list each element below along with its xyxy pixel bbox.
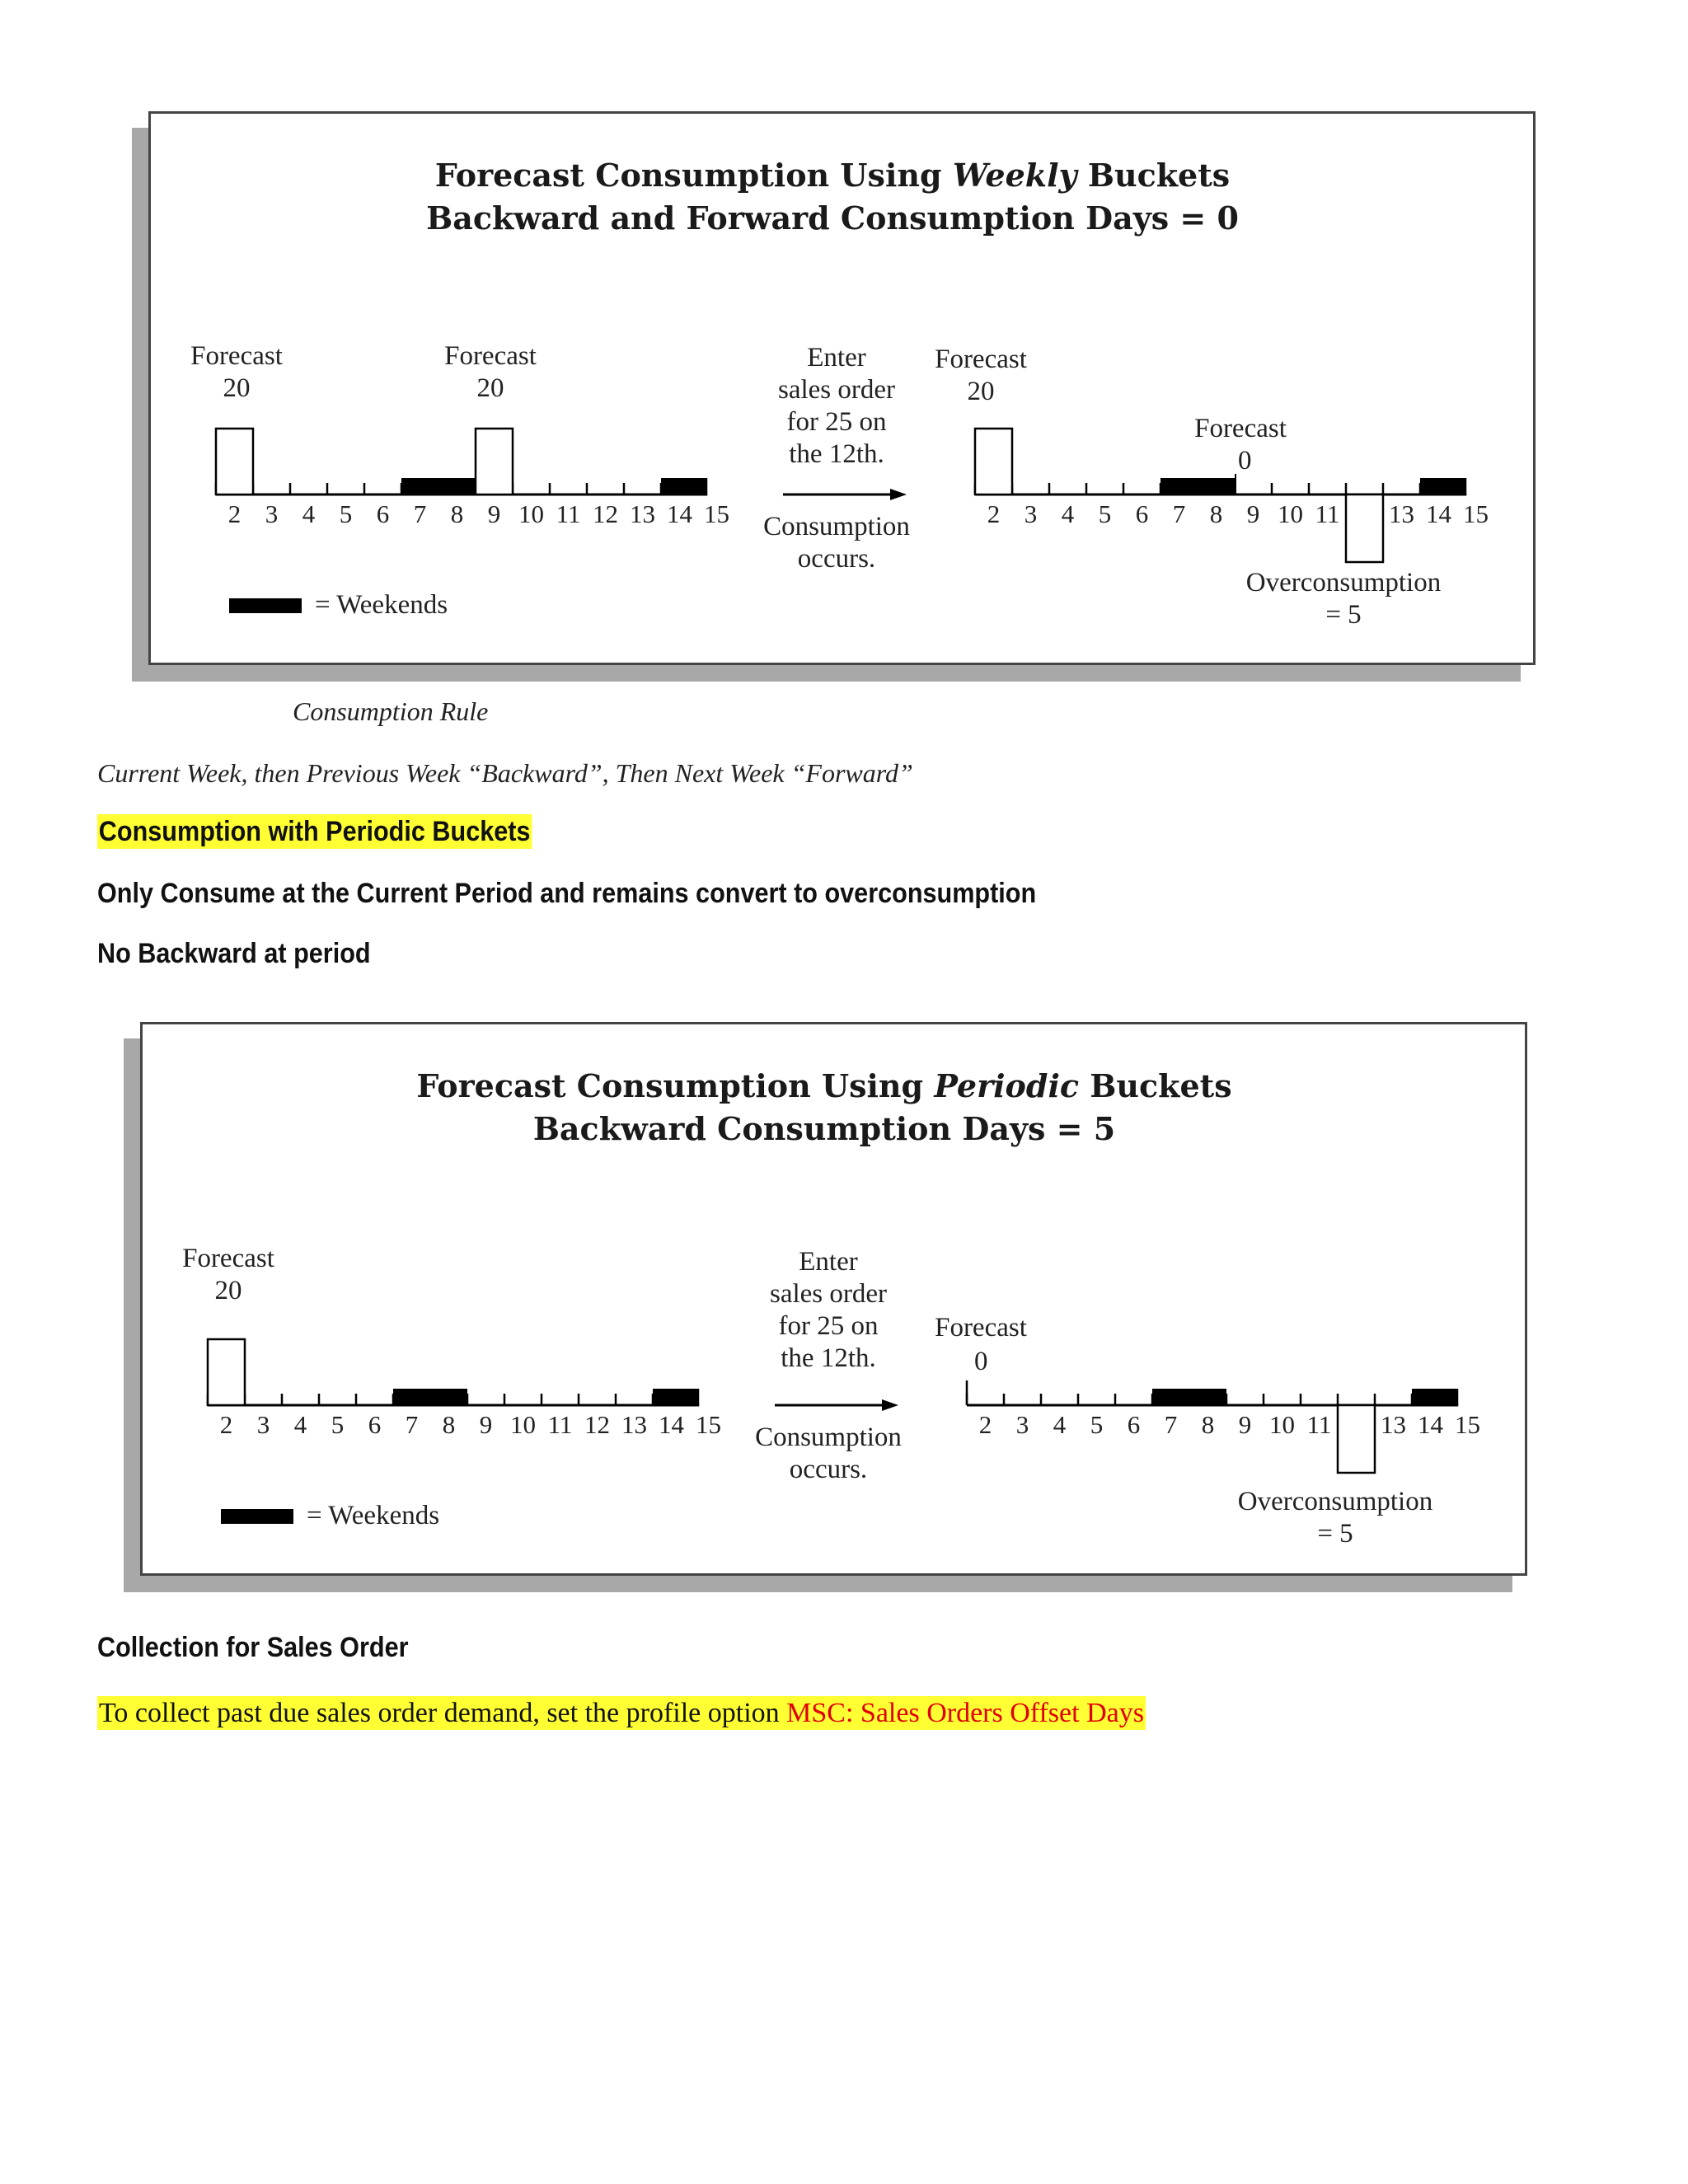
section-heading-periodic: Consumption with Periodic Buckets <box>98 816 531 847</box>
day-label: 3 <box>256 1410 270 1439</box>
day-label: 15 <box>696 1410 721 1439</box>
day-label: 4 <box>1061 499 1075 528</box>
weekend-bar <box>661 478 707 494</box>
day-label: 5 <box>1090 1410 1104 1439</box>
arrow-head <box>882 1399 898 1411</box>
day-label: 4 <box>293 1410 307 1439</box>
forecast-label: Forecast 20 <box>182 1244 274 1305</box>
arrow-head <box>890 489 907 500</box>
day-label: 12 <box>593 499 618 528</box>
overconsumption-label: Overconsumption = 5 <box>1237 1487 1433 1549</box>
day-label: 6 <box>1127 1410 1141 1439</box>
figure-subtitle: Backward and Forward Consumption Days = 0 <box>426 199 1239 237</box>
day-label: 14 <box>659 1410 684 1439</box>
day-label: 5 <box>1098 499 1112 528</box>
day-label: 4 <box>1053 1410 1067 1439</box>
weekend-bar <box>653 1389 699 1405</box>
profile-option-name: MSC: Sales Orders Offset Days <box>786 1698 1144 1728</box>
day-label: 7 <box>405 1410 419 1439</box>
consumption-occurs-note: Consumption occurs. <box>755 1422 902 1484</box>
weekend-bar <box>401 478 476 494</box>
day-label: 10 <box>518 499 544 528</box>
day-label: 11 <box>1306 1410 1332 1439</box>
day-label: 11 <box>556 499 581 528</box>
no-backward-text: No Backward at period <box>97 938 371 969</box>
day-label: 5 <box>331 1410 345 1439</box>
day-label: 9 <box>1238 1410 1252 1439</box>
day-label: 4 <box>302 499 316 528</box>
figure-periodic-buckets <box>124 1022 1525 1599</box>
day-label: 3 <box>1015 1410 1029 1439</box>
day-label: 13 <box>1381 1410 1406 1439</box>
overconsumption-bar <box>1338 1405 1375 1473</box>
periodic-rule-text: Only Consume at the Current Period and remains convert to overconsumption <box>97 878 1037 909</box>
day-label: 10 <box>1278 499 1303 528</box>
overconsumption-label: Overconsumption = 5 <box>1245 568 1442 630</box>
day-label: 8 <box>1209 499 1223 528</box>
forecast-label: Forecast <box>935 1313 1027 1343</box>
day-label: 11 <box>547 1410 573 1439</box>
enter-sales-order-note: Enter sales order for 25 on the 12th. <box>777 343 896 469</box>
day-label: 13 <box>1389 499 1414 528</box>
day-label: 7 <box>1164 1410 1178 1439</box>
day-label: 10 <box>1269 1410 1295 1439</box>
day-label: 9 <box>479 1410 493 1439</box>
weekend-legend-label: = Weekends <box>307 1501 440 1530</box>
day-label: 15 <box>1463 499 1489 528</box>
day-label: 13 <box>630 499 655 528</box>
day-label: 3 <box>265 499 279 528</box>
figure-caption: Consumption Rule <box>293 696 489 726</box>
figure-weekly-buckets <box>132 111 1533 688</box>
day-label: 9 <box>487 499 501 528</box>
day-label: 7 <box>1172 499 1186 528</box>
profile-option-note: To collect past due sales order demand, set the profile option MSC: Sales Orders Offset Days <box>99 1698 1144 1728</box>
day-label: 11 <box>1315 499 1340 528</box>
day-label: 14 <box>667 499 692 528</box>
forecast-bar <box>975 429 1012 494</box>
weekend-bar <box>1152 1389 1226 1405</box>
day-label: 8 <box>1201 1410 1215 1439</box>
day-label: 10 <box>510 1410 536 1439</box>
day-label: 6 <box>1135 499 1149 528</box>
overconsumption-bar <box>1346 494 1383 562</box>
day-label: 15 <box>704 499 729 528</box>
day-label: 2 <box>219 1410 233 1439</box>
consumption-occurs-note: Consumption occurs. <box>763 512 910 574</box>
figure-title: Forecast Consumption Using Periodic Buckets <box>416 1067 1232 1104</box>
forecast-label: Forecast 20 <box>935 344 1027 406</box>
day-label: 12 <box>584 1410 610 1439</box>
day-label: 2 <box>978 1410 992 1439</box>
weekend-legend-label: = Weekends <box>315 590 448 620</box>
day-label: 8 <box>450 499 464 528</box>
day-label: 2 <box>987 499 1001 528</box>
consumption-rule-text: Current Week, then Previous Week “Backward”, Then Next Week “Forward” <box>97 758 913 788</box>
day-label: 7 <box>413 499 427 528</box>
forecast-label: Forecast 20 <box>444 341 537 403</box>
timeline-drawing <box>124 1022 1525 1599</box>
forecast-label: Forecast <box>1194 414 1287 443</box>
day-label: 14 <box>1418 1410 1443 1439</box>
day-label: 15 <box>1455 1410 1480 1439</box>
forecast-bar <box>216 429 253 494</box>
weekend-bar <box>1412 1389 1458 1405</box>
section-heading-collection: Collection for Sales Order <box>97 1632 409 1663</box>
forecast-value: 0 <box>1238 446 1252 476</box>
day-label: 9 <box>1246 499 1260 528</box>
forecast-value: 0 <box>974 1347 988 1376</box>
forecast-label: Forecast 20 <box>190 341 283 403</box>
day-label: 8 <box>442 1410 456 1439</box>
weekend-bar <box>1420 478 1466 494</box>
forecast-bar <box>208 1339 245 1405</box>
day-label: 2 <box>227 499 241 528</box>
figure-subtitle: Backward Consumption Days = 5 <box>532 1110 1116 1147</box>
forecast-bar <box>476 429 513 494</box>
day-label: 6 <box>376 499 390 528</box>
enter-sales-order-note: Enter sales order for 25 on the 12th. <box>769 1247 888 1373</box>
day-label: 13 <box>621 1410 647 1439</box>
day-label: 14 <box>1426 499 1451 528</box>
figure-title: Forecast Consumption Using Weekly Buckets <box>434 157 1231 194</box>
timeline-drawing <box>132 111 1533 688</box>
day-label: 3 <box>1024 499 1038 528</box>
weekend-bar <box>393 1389 467 1405</box>
weekend-bar <box>1160 478 1235 494</box>
day-label: 5 <box>339 499 353 528</box>
day-label: 6 <box>368 1410 382 1439</box>
